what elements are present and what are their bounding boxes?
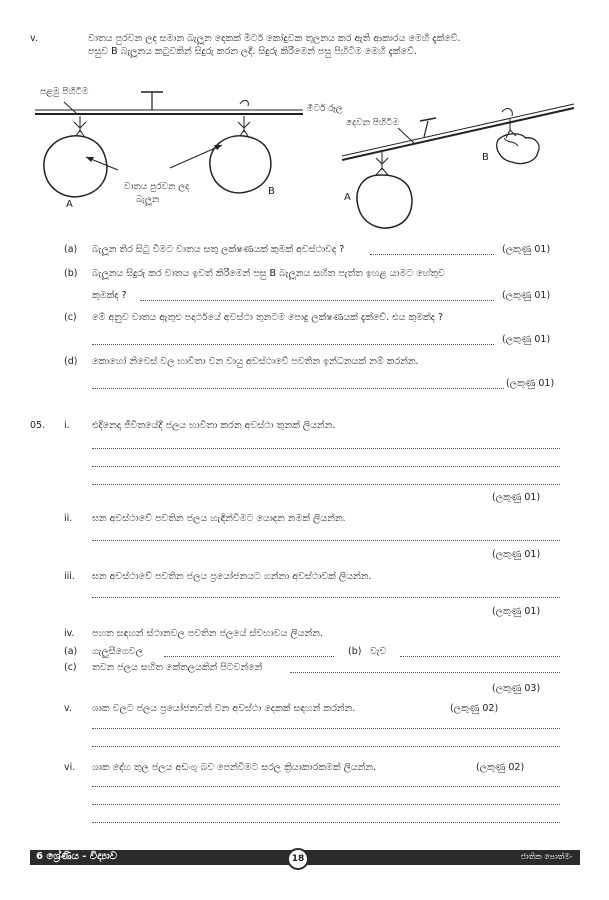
q05-i-answer-line-1	[92, 448, 560, 449]
q05-vi-roman: vi.	[64, 762, 76, 773]
balloon-a-initial	[44, 136, 107, 197]
q05-ii-marks: (ලකුණු 01)	[492, 549, 541, 560]
label-b-second: B	[482, 152, 489, 163]
label-a-first: A	[66, 199, 73, 210]
part-c-answer-line	[92, 344, 494, 345]
q05-iv-b-text: වැව	[370, 646, 387, 657]
part-c-text: මේ අනුව වාතය ඇතුළු පදාර්ථයේ අවස්ථා තුනටම පොදු ලක්ෂණයක් දැක්වේ. එය කුමක්ද ?	[92, 312, 443, 323]
q05-iv-text: පහත සඳහන් ස්ථානවල පවතින ජලයේ ස්වභාවය ලියන්න.	[92, 628, 323, 639]
balloon-a-second	[357, 175, 412, 228]
q05-iii-text: ඝන අවස්ථාවේ පවතින ජලය ප්‍රයෝජනයට ගන්නා අවස්ථාවක් ලියන්න.	[92, 571, 372, 582]
footer-grade-subject: 6 ශ්‍රේණිය - විද්‍යාව	[36, 851, 118, 862]
q05-vi-text: ශාක දේහ තුල ජලය අඩංගු බව පෙන්වීමට සරල ක්‍රියාකාරකමක් ලියන්න.	[92, 762, 377, 773]
label-first-position: පළමු පිහිටීම	[40, 87, 89, 97]
q05-i-answer-line-3	[92, 484, 560, 485]
part-d-text: කොහෝ නිවෙස් වල භාවිතා වන වායු අවස්ථාවේ පවතින ඉන්ධනයක් නම් කරන්න.	[92, 356, 419, 367]
label-balloon-line2: බැලූන	[136, 195, 160, 205]
balloon-b-deflated	[497, 134, 539, 164]
question-v-intro-line2: පසුව B බැලූනය කටුවකින් සිදුරු කරන ලදී. සිදුරු කිරීමෙන් පසු පිහිටීම මෙහි දැක්වේ.	[88, 46, 417, 57]
q05-iv-b-letter: (b)	[348, 646, 362, 657]
q05-i-text: එදිනෙදා ජීවිතයේදී ජලය භාවිතා කරන අවස්ථා තුනක් ලියන්න.	[92, 420, 336, 431]
footer-publisher: ජාතික පොත්මං	[520, 852, 572, 861]
q05-iv-a-answer-line	[164, 656, 334, 657]
q05-iv-c-text: තවන ජලය සහිත කේතලයකින් පිටවන්නේ	[92, 662, 263, 673]
question-05-number: 05.	[30, 420, 46, 431]
q05-v-answer-line-2	[92, 746, 560, 747]
q05-vi-answer-line-2	[92, 804, 560, 805]
q05-v-marks: (ලකුණු 02)	[450, 703, 499, 714]
part-b-marks: (ලකුණු 01)	[502, 290, 551, 301]
q05-i-marks: (ලකුණු 01)	[492, 492, 541, 503]
q05-iii-marks: (ලකුණු 01)	[492, 606, 541, 617]
label-balloon-line1: වාතය පුරවන ලද	[124, 182, 190, 192]
balloon-b-initial	[210, 136, 271, 193]
q05-iii-answer-line	[92, 597, 560, 598]
part-b-text-line2: කුමක්ද ?	[92, 290, 127, 301]
q05-iv-c-letter: (c)	[64, 662, 77, 673]
q05-i-answer-line-2	[92, 466, 560, 467]
label-b-first: B	[268, 186, 275, 197]
second-position-ruler	[342, 108, 574, 160]
question-v-intro-line1: වාතය පුරවන ලද සමාන බැලූන දෙකක් මීටර් කෝදුවක තුලනය කර ඇති ආකාරය මෙහි දැක්වේ.	[88, 33, 461, 44]
part-c-marks: (ලකුණු 01)	[502, 334, 551, 345]
label-second-position: දෙවන පිහිටීම	[346, 118, 399, 128]
label-a-second: A	[344, 192, 351, 203]
q05-iv-a-text: ගැලුසීගෙවල	[92, 646, 143, 657]
q05-v-text: ශාක වලට ජලය ප්‍රයෝජනවත් වන අවස්ථා දෙකක් සඳහන් කරන්න.	[92, 703, 356, 714]
q05-v-answer-line-1	[92, 728, 560, 729]
balloon-balance-figure	[0, 0, 609, 240]
q05-iii-roman: iii.	[64, 571, 75, 582]
q05-vi-answer-line-1	[92, 786, 560, 787]
q05-iv-a-letter: (a)	[64, 646, 78, 657]
part-a-marks: (ලකුණු 01)	[502, 244, 551, 255]
label-meter-ruler: මීටර් රූල	[307, 104, 343, 114]
part-b-answer-line	[140, 300, 494, 301]
q05-iv-marks: (ලකුණු 03)	[492, 683, 541, 694]
part-a-answer-line	[370, 254, 494, 255]
part-a-text: බැලූන තිර සිටු වීමට වාතය සතු ලක්ෂණයක් කුමක් අවස්ථාවද ?	[92, 244, 345, 255]
q05-vi-answer-line-3	[92, 822, 560, 823]
q05-iv-roman: iv.	[64, 628, 75, 639]
q05-iv-b-answer-line	[400, 656, 560, 657]
q05-vi-marks: (ලකුණු 02)	[476, 762, 525, 773]
part-a-letter: (a)	[64, 244, 78, 255]
question-v-number: v.	[30, 33, 38, 44]
q05-iv-c-answer-line	[290, 672, 560, 673]
page-number: 18	[287, 848, 309, 870]
part-b-text-line1: බැලූනය සිදුරු කර වාතය ඉවත් කිරීමෙන් පසු B බැලූනය සහිත පැත්ත ඉහළ යාමට හේතුව	[92, 268, 445, 279]
part-b-letter: (b)	[64, 268, 78, 279]
part-c-letter: (c)	[64, 312, 77, 323]
part-d-letter: (d)	[64, 356, 78, 367]
part-d-marks: (ලකුණු 01)	[506, 378, 555, 389]
q05-ii-roman: ii.	[64, 513, 73, 524]
q05-i-roman: i.	[64, 420, 70, 431]
q05-ii-answer-line	[92, 540, 560, 541]
part-d-answer-line	[92, 388, 504, 389]
q05-ii-text: ඝන අවස්ථාවේ පවතින ජලය හැඳින්වීමට යොදන නමක් ලියන්න.	[92, 513, 346, 524]
q05-v-roman: v.	[64, 703, 72, 714]
